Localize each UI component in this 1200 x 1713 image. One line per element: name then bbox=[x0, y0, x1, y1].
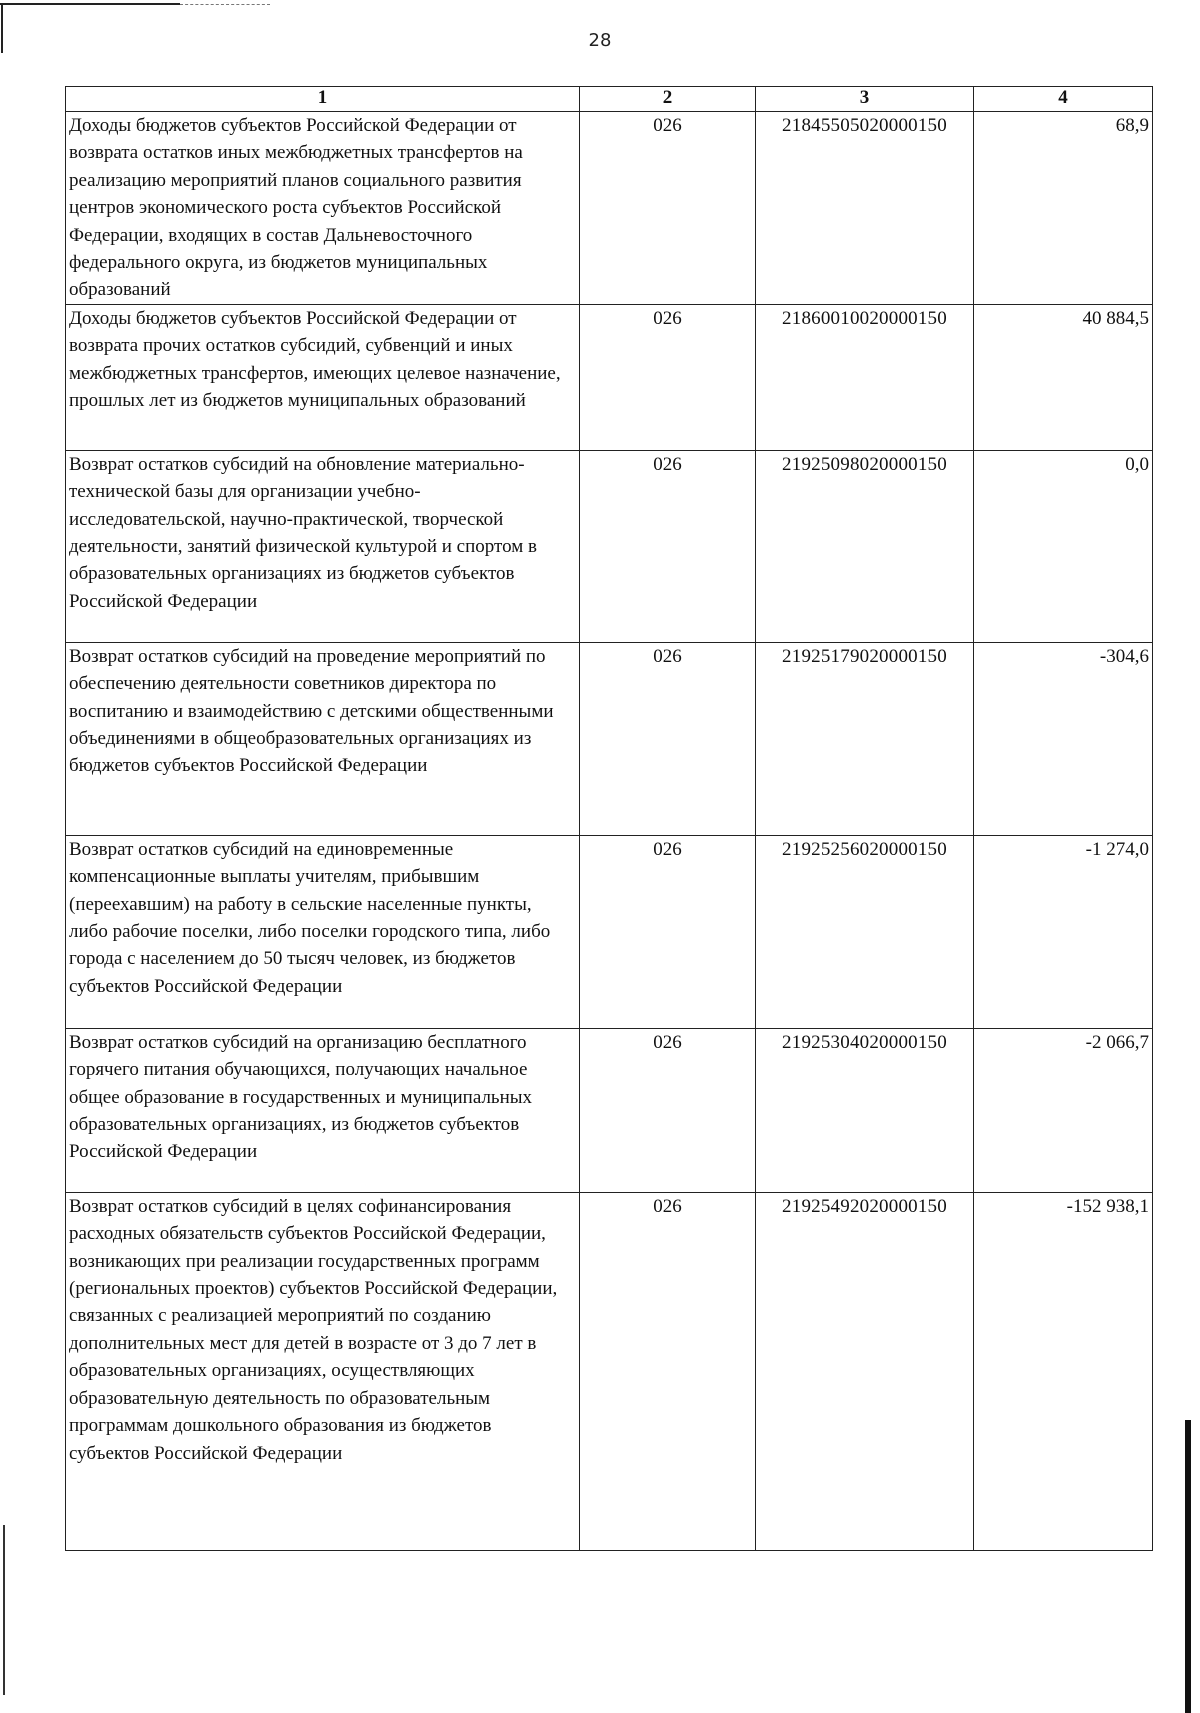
row-admin-code: 026 bbox=[580, 1028, 756, 1192]
row-admin-code: 026 bbox=[580, 1192, 756, 1550]
row-amount: -152 938,1 bbox=[974, 1192, 1153, 1550]
row-admin-code: 026 bbox=[580, 642, 756, 835]
row-budget-code: 21845505020000150 bbox=[756, 112, 974, 305]
row-amount: -1 274,0 bbox=[974, 835, 1153, 1028]
row-admin-code: 026 bbox=[580, 835, 756, 1028]
row-admin-code: 026 bbox=[580, 304, 756, 450]
row-description: Возврат остатков субсидий на организацию бесплатного горячего питания обучающихся, получающих начальное общее образование в государственных и муниципальных образовательных организациях, из бюджетов субъектов Российской Федерации bbox=[66, 1028, 580, 1192]
row-amount: -304,6 bbox=[974, 642, 1153, 835]
scan-edge-left bbox=[3, 1525, 5, 1695]
row-description: Возврат остатков субсидий на проведение мероприятий по обеспечению деятельности советников директора по воспитанию и взаимодействию с детскими общественными объединениями в общеобразовательных организациях из бюджетов субъектов Российской Федерации bbox=[66, 642, 580, 835]
table-row bbox=[66, 304, 1153, 450]
row-amount: 68,9 bbox=[974, 112, 1153, 305]
row-budget-code: 21925098020000150 bbox=[756, 450, 974, 642]
row-budget-code: 21925492020000150 bbox=[756, 1192, 974, 1550]
table-body bbox=[66, 112, 1153, 1551]
budget-table bbox=[65, 86, 1153, 1551]
column-header-3: 3 bbox=[756, 87, 974, 112]
scan-edge-right bbox=[1185, 1420, 1191, 1713]
column-header-1: 1 bbox=[66, 87, 580, 112]
row-description: Возврат остатков субсидий в целях софинансирования расходных обязательств субъектов Российской Федерации, возникающих при реализации государственных программ (региональных проектов) субъектов Российской Федерации, связанных с реализацией мероприятий по созданию дополнительных мест для детей в возрасте от 3 до 7 лет в образовательных организациях, осуществляющих образовательную деятельность по образовательным программам дошкольного образования из бюджетов субъектов Российской Федерации bbox=[66, 1192, 580, 1550]
table-row bbox=[66, 450, 1153, 642]
table-header bbox=[66, 87, 1153, 112]
column-header-4: 4 bbox=[974, 87, 1153, 112]
table-row bbox=[66, 1192, 1153, 1550]
row-admin-code: 026 bbox=[580, 112, 756, 305]
column-header-2: 2 bbox=[580, 87, 756, 112]
row-budget-code: 21860010020000150 bbox=[756, 304, 974, 450]
table-row bbox=[66, 1028, 1153, 1192]
row-budget-code: 21925256020000150 bbox=[756, 835, 974, 1028]
row-amount: 0,0 bbox=[974, 450, 1153, 642]
table-row bbox=[66, 835, 1153, 1028]
row-description: Доходы бюджетов субъектов Российской Федерации от возврата прочих остатков субсидий, субвенций и иных межбюджетных трансфертов, имеющих целевое назначение, прошлых лет из бюджетов муниципальных образований bbox=[66, 304, 580, 450]
scan-corner-mark bbox=[0, 3, 180, 5]
table-row bbox=[66, 642, 1153, 835]
row-description: Возврат остатков субсидий на обновление материально-технической базы для организации учебно-исследовательской, научно-практической, творческой деятельности, занятий физической культурой и спортом в образовательных организациях из бюджетов субъектов Российской Федерации bbox=[66, 450, 580, 642]
row-description: Возврат остатков субсидий на единовременные компенсационные выплаты учителям, прибывшим (переехавшим) на работу в сельские населенные пункты, либо рабочие поселки, либо поселки городского типа, либо города с населением до 50 тысяч человек, из бюджетов субъектов Российской Федерации bbox=[66, 835, 580, 1028]
row-admin-code: 026 bbox=[580, 450, 756, 642]
row-budget-code: 21925179020000150 bbox=[756, 642, 974, 835]
table-row bbox=[66, 112, 1153, 305]
row-amount: -2 066,7 bbox=[974, 1028, 1153, 1192]
row-budget-code: 21925304020000150 bbox=[756, 1028, 974, 1192]
row-description: Доходы бюджетов субъектов Российской Федерации от возврата остатков иных межбюджетных трансфертов на реализацию мероприятий планов социального развития центров экономического роста субъектов Российской Федерации, входящих в состав Дальневосточного федерального округа, из бюджетов муниципальных образований bbox=[66, 112, 580, 305]
scan-corner-dash bbox=[180, 4, 270, 5]
row-amount: 40 884,5 bbox=[974, 304, 1153, 450]
header-row bbox=[66, 87, 1153, 112]
page-number: 28 bbox=[588, 30, 612, 51]
